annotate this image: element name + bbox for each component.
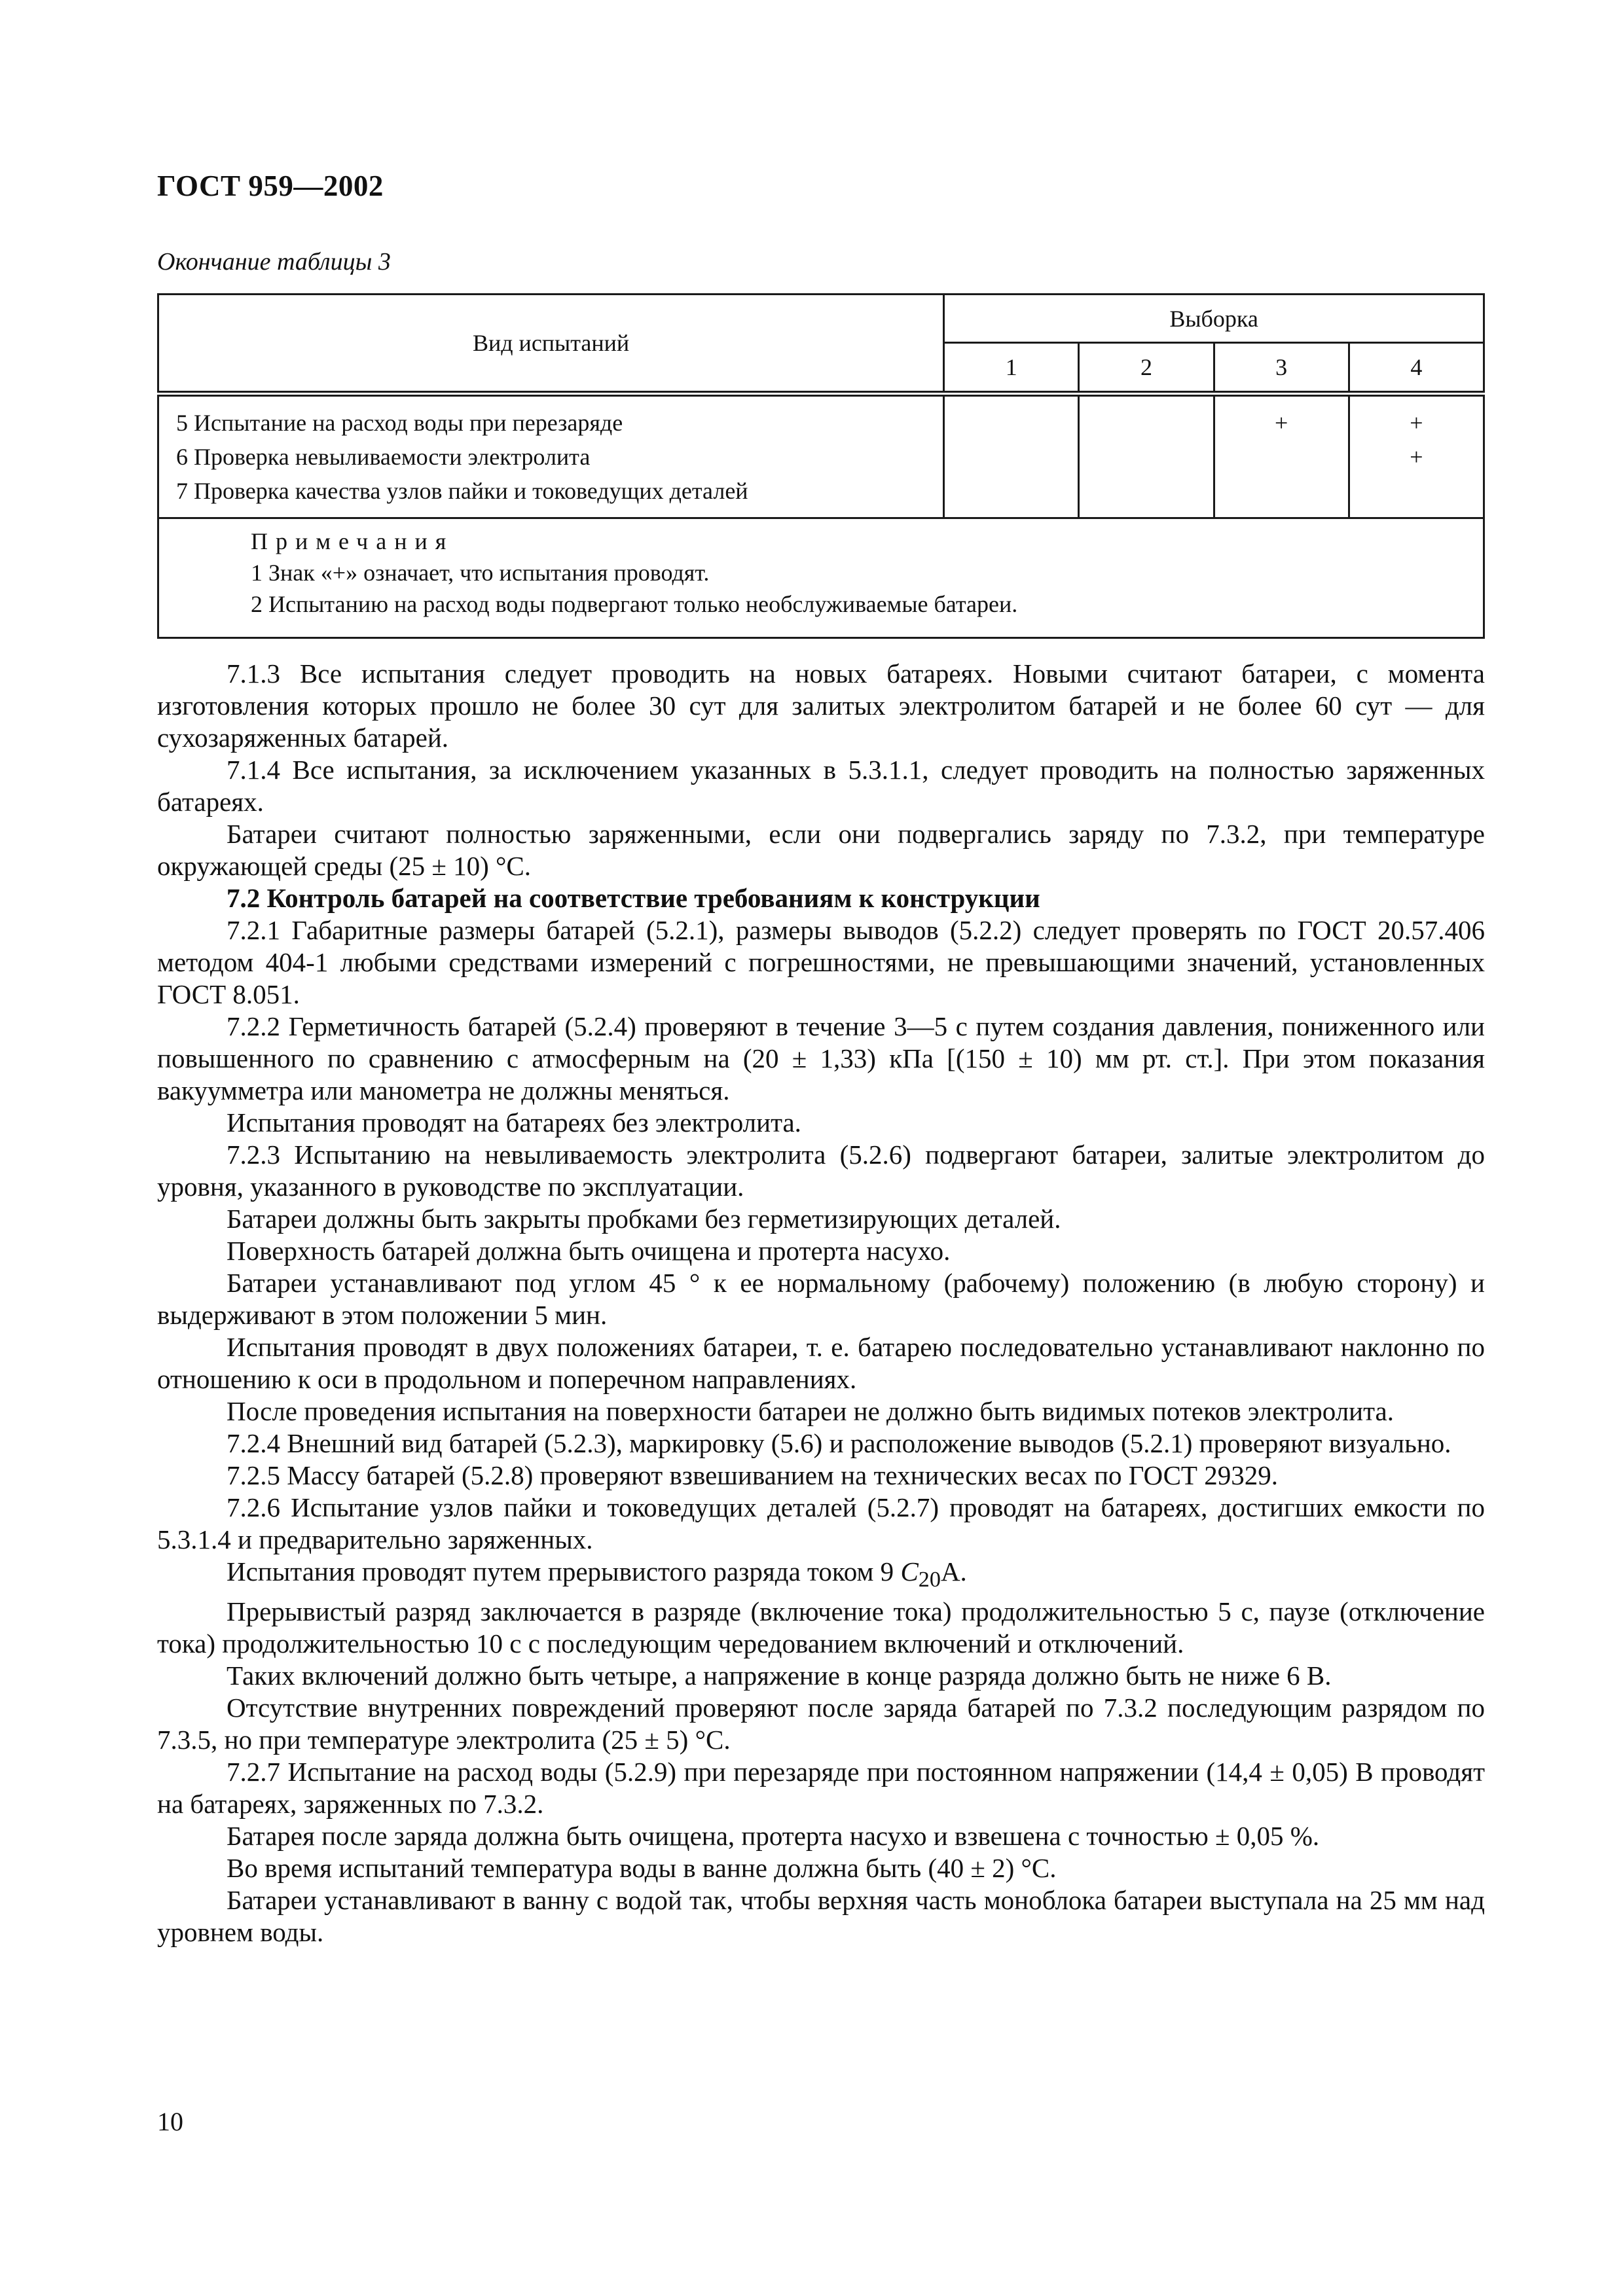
note-2: 2 Испытанию на расход воды подвергают только необслуживаемые батареи. [251, 591, 1018, 617]
paragraph-7-1-3: 7.1.3 Все испытания следует проводить на новых батареях. Новыми считают батареи, с момента изготовления которых прошло не более 30 сут для залитых электролитом батарей и не более 60 сут — для сухозаряженных батарей. [157, 658, 1485, 753]
paragraph-7-2-7: 7.2.7 Испытание на расход воды (5.2.9) при перезаряде при постоянном напряжении (14,4 ± 0,05) В проводят на батареях, заряженных по 7.3.2. [157, 1757, 1485, 1820]
sample-4-marks-cell [1349, 394, 1484, 518]
column-header-samples: Выборка [944, 295, 1484, 343]
paragraph: Батареи устанавливают под углом 45 ° к ее нормальному (рабочему) положению (в любую сторону) и выдерживают в этом положении 5 мин. [157, 1268, 1485, 1330]
paragraph: Батареи устанавливают в ванну с водой так, чтобы верхняя часть моноблока батареи выступала на 25 мм над уровнем воды. [157, 1885, 1485, 1948]
column-header-test-type: Вид испытаний [158, 295, 944, 394]
paragraph: Батареи должны быть закрыты пробками без герметизирующих деталей. [227, 1204, 1061, 1234]
notes-cell [158, 518, 1484, 638]
paragraph: Испытания проводят на батареях без электролита. [227, 1107, 801, 1138]
sample-number-2: 2 [1079, 343, 1214, 394]
test-row-7: 7 Проверка качества узлов пайки и токоведущих деталей [176, 478, 748, 504]
table-header-row [158, 295, 1484, 343]
body-text [157, 658, 1485, 1948]
mark: + [1410, 410, 1423, 436]
mark: + [1410, 444, 1423, 470]
mark: + [1275, 410, 1288, 436]
paragraph: Отсутствие внутренних повреждений проверяют после заряда батарей по 7.3.2 последующим разрядом по 7.3.5, но при температуре электролита (25 ± 5) °С. [157, 1693, 1485, 1755]
sample-1-marks-cell [944, 394, 1079, 518]
section-heading-7-2: 7.2 Контроль батарей на соответствие требованиям к конструкции [227, 883, 1040, 913]
paragraph: Батарея после заряда должна быть очищена, протерта насухо и взвешена с точностью ± 0,05 %. [227, 1821, 1320, 1852]
paragraph-7-2-2: 7.2.2 Герметичность батарей (5.2.4) проверяют в течение 3—5 с путем создания давления, пониженного или повышенного по сравнению с атмосферным на (20 ± 1,33) кПа [(150 ± 10) мм рт. ст.]. При этом показания вакуумметра или манометра не должны меняться. [157, 1011, 1485, 1105]
paragraph-7-2-1: 7.2.1 Габаритные размеры батарей (5.2.1), размеры выводов (5.2.2) следует проверять по ГОСТ 20.57.406 методом 404-1 любыми средствами измерений с погрешностями, не превышающими значений, установленных ГОСТ 8.051. [157, 915, 1485, 1009]
test-row-5: 5 Испытание на расход воды при перезаряде [176, 410, 623, 436]
paragraph-7-2-3: 7.2.3 Испытанию на невыливаемость электролита (5.2.6) подвергают батареи, залитые электролитом до уровня, указанного в руководстве по эксплуатации. [157, 1139, 1485, 1202]
table-notes-row [158, 518, 1484, 638]
sample-number-3: 3 [1214, 343, 1349, 394]
notes-title: Примечания [251, 528, 454, 554]
paragraph-7-2-5: 7.2.5 Массу батарей (5.2.8) проверяют взвешиванием на технических весах по ГОСТ 29329. [227, 1460, 1278, 1490]
standard-code: ГОСТ 959—2002 [157, 170, 384, 202]
paragraph: Батареи считают полностью заряженными, если они подвергались заряду по 7.3.2, при температуре окружающей среды (25 ± 10) °С. [157, 819, 1485, 881]
paragraph-discharge-current [157, 1556, 1485, 1596]
note-1: 1 Знак «+» означает, что испытания проводят. [251, 560, 710, 586]
tests-table [157, 293, 1485, 639]
paragraph-7-2-4: 7.2.4 Внешний вид батарей (5.2.3), маркировку (5.6) и расположение выводов (5.2.1) проверяют визуально. [227, 1428, 1451, 1458]
paragraph-7-1-4: 7.1.4 Все испытания, за исключением указанных в 5.3.1.1, следует проводить на полностью заряженных батареях. [157, 755, 1485, 817]
text-run: А. [940, 1556, 967, 1587]
capacity-symbol: C [900, 1556, 919, 1587]
test-row-6: 6 Проверка невыливаемости электролита [176, 444, 591, 470]
page-number: 10 [157, 2107, 183, 2136]
test-names-cell [158, 394, 944, 518]
paragraph: Поверхность батарей должна быть очищена и протерта насухо. [227, 1236, 951, 1266]
table-caption: Окончание таблицы 3 [157, 248, 391, 276]
sample-2-marks-cell [1079, 394, 1214, 518]
sample-number-1: 1 [944, 343, 1079, 394]
paragraph: Таких включений должно быть четыре, а напряжение в конце разряда должно быть не ниже 6 В. [227, 1660, 1332, 1691]
sample-3-marks-cell [1214, 394, 1349, 518]
capacity-subscript: 20 [918, 1568, 941, 1592]
paragraph: Прерывистый разряд заключается в разряде (включение тока) продолжительностью 5 с, паузе (отключение тока) продолжительностью 10 с с последующим чередованием включений и отключений. [157, 1596, 1485, 1659]
paragraph: Испытания проводят в двух положениях батареи, т. е. батарею последовательно устанавливают наклонно по отношению к оси в продольном и поперечном направлениях. [157, 1332, 1485, 1394]
paragraph: После проведения испытания на поверхности батареи не должно быть видимых потеков электролита. [227, 1396, 1394, 1426]
sample-number-4: 4 [1349, 343, 1484, 394]
paragraph: Во время испытаний температура воды в ванне должна быть (40 ± 2) °С. [227, 1853, 1057, 1884]
text-run: Испытания проводят путем прерывистого разряда током 9 [227, 1556, 901, 1587]
paragraph-7-2-6: 7.2.6 Испытание узлов пайки и токоведущих деталей (5.2.7) проводят на батареях, достигших емкости по 5.3.1.4 и предварительно заряженных. [157, 1492, 1485, 1554]
table-body-row [158, 394, 1484, 518]
